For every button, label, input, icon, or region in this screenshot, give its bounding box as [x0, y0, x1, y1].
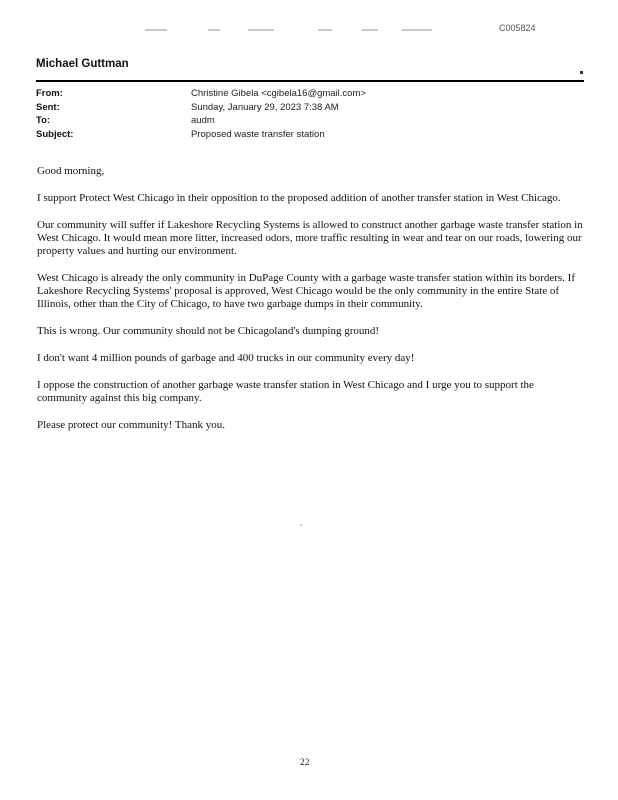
sent-label: Sent:: [36, 101, 60, 113]
faint-mark: [362, 29, 378, 31]
to-label: To:: [36, 115, 51, 126]
to-value: audm: [191, 115, 215, 126]
from-value: Christine Gibela <cgibela16@gmail.com>: [191, 88, 366, 99]
from-row: [36, 87, 366, 101]
faint-mark: [402, 29, 432, 31]
from-label: From:: [36, 88, 63, 99]
subject-row: [36, 128, 366, 142]
page-number: 22: [300, 758, 310, 768]
body-paragraph: Our community will suffer if Lakeshore Recycling Systems is allowed to construct another garbage waste transfer station in West Chicago. It would mean more litter, increased odors, more traffic resulting in wear and tear on our roads, lowering our property values and hurting our environment.: [37, 219, 583, 257]
body-paragraph: I don't want 4 million pounds of garbage and 400 trucks in our community every day!: [37, 352, 415, 364]
email-header: [36, 87, 366, 141]
body-paragraph: Please protect our community! Thank you.: [37, 419, 225, 431]
faint-mark: [145, 29, 167, 31]
body-paragraph: West Chicago is already the only community in DuPage County with a garbage waste transfer station within its borders. If Lakeshore Recycling Systems' proposal is approved, West Chicago would be the only community in the entire State of Illinois, other than the City of Chicago, to have two garbage dumps in their community.: [37, 272, 575, 310]
body-paragraph: I oppose the construction of another garbage waste transfer station in West Chicago and I urge you to support the community against this big company.: [37, 379, 534, 404]
body-paragraph: This is wrong. Our community should not be Chicagoland's dumping ground!: [37, 325, 380, 337]
body-paragraph: I support Protect West Chicago in their opposition to the proposed addition of another transfer station in West Chicago.: [37, 192, 561, 204]
faint-redaction-marks: [140, 29, 440, 35]
header-divider: [36, 80, 584, 82]
sent-row: [36, 101, 366, 115]
subject-value: Proposed waste transfer station: [191, 128, 325, 140]
mailbox-owner-name: Michael Guttman: [36, 58, 129, 70]
scan-speck: [580, 71, 583, 74]
greeting: Good morning,: [37, 165, 105, 177]
sent-value: Sunday, January 29, 2023 7:38 AM: [191, 101, 339, 113]
faint-mark: [208, 29, 220, 31]
scan-speck: [300, 524, 302, 526]
email-body: [37, 165, 585, 446]
subject-label: Subject:: [36, 128, 74, 140]
faint-mark: [248, 29, 274, 31]
faint-mark: [318, 29, 332, 31]
to-row: [36, 114, 366, 128]
document-id: C005824: [499, 23, 536, 33]
